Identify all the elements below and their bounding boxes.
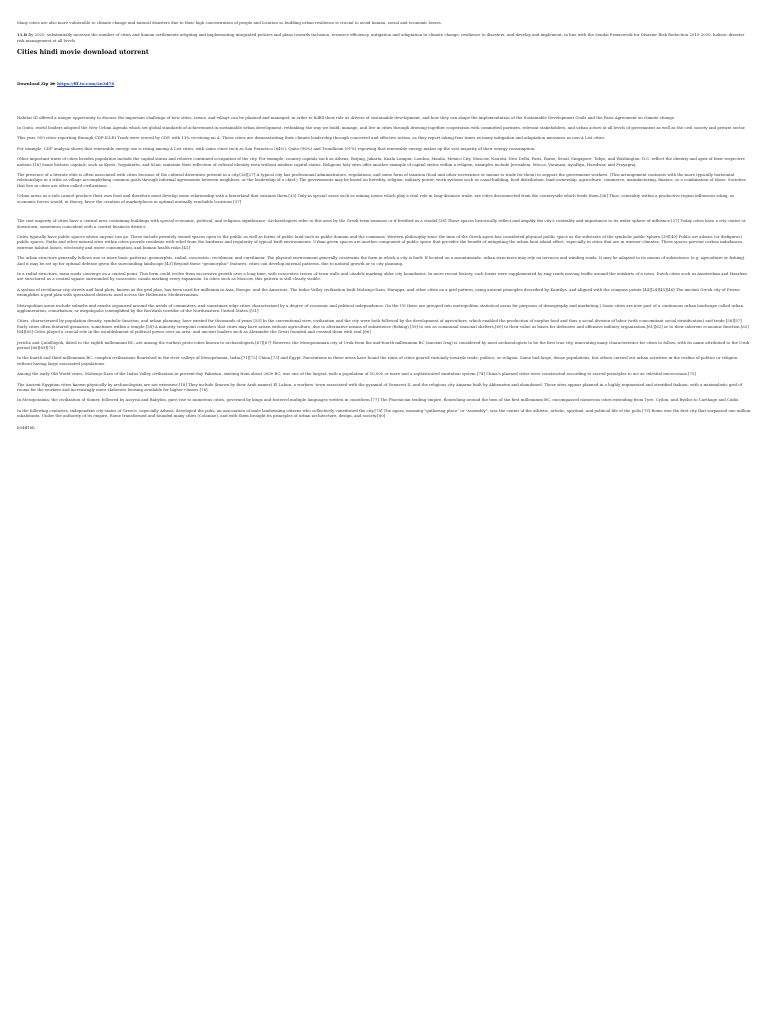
target-code: 11.B: [17, 32, 28, 38]
end-code: b54ff18b: [17, 424, 35, 430]
target-text: By 2020, substantially increase the number of cities and human settlements adopting and implementing integrated policies and plans towards inclusion, resource efficiency, mitigation and adaptation to climate change, resilience to disasters, and develop and implement, in line with the Sendai Framework for Disaster Risk Reduction 2015-2030, holistic disaster risk management at all levels: [17, 32, 745, 43]
download-separator: ⋙: [48, 81, 58, 87]
article-paragraph: The presence of a literate elite is often associated with cities because of the cultural diversities present in a city.[26][27] A typical city has professional administrators, regulations, and some form of taxation (food and other necessities or means to trade for them) to support the government workers. (This arrangement contrasts with the more typically horizontal relationships in a tribe or village accomplishing common goals through informal agreements between neighbors, or the leadership of a chief.) The governments may be based on heredity, religion, military power, work systems such as canal-building, food distribution, land-ownership, agriculture, commerce, manufacturing, finance, or a combination of those. Societies that live in cities are often called civilizations.: [17, 172, 746, 188]
article-paragraph: In the following centuries, independent city-states of Greece, especially Athens, developed the polis, an association of male landowning citizens who collectively constituted the city.[78] The agora, meaning "gathering place" or "assembly", was the center of the athletic, artistic, spiritual, and political life of the polis.[79] Rome was the first city that surpassed one million inhabitants. Under the authority of its empire, Rome transformed and founded many cities (Coloniae), and with them brought its principles of urban architecture, design, and society.[80]: [17, 407, 751, 419]
download-label: Download Zip: [17, 81, 49, 87]
page-title: Cities hindi movie download utorrent: [17, 49, 149, 57]
article-paragraph: Cities typically have public spaces where anyone can go. These include privately owned spaces open to the public as well as forms of public land such as public domain and the commons. Western philosophy since the time of the Greek agora has considered physical public space as the substrate of the symbolic public sphere.[39][40] Public art adorns (or disfigures) public spaces. Parks and other natural sites within cities provide residents with relief from the hardness and regularity of typical built environments. Urban green spaces are another component of public space that provides the benefit of mitigating the urban heat island effect, especially in cities that are in warmer climates. These spaces prevent carbon imbalances, extreme habitat losses, electricity and water consumption, and human health risks.[41]: [17, 233, 744, 250]
article-paragraph: For example, CDP analysis shows that renewable energy use is rising among A List cities, with some cities such as San Francisco (84%), Quito (96%) and Trondheim (91%) reporting that renewable energy makes up the vast majority of their energy consumption.: [17, 145, 536, 151]
article-paragraph: In Quito, world leaders adopted the New Urban Agenda which set global standards of achievement in sustainable urban development, rethinking the way we build, manage, and live in cities through drawing together cooperation with committed partners, relevant stakeholders, and urban actors at all levels of government as well as the civil society and private sector.: [17, 125, 746, 131]
article-paragraph: Urban areas as a rule cannot produce their own food and therefore must develop some relationship with a hinterland that sustains them.[35] Only in special cases such as mining towns which play a vital role in long-distance trade, are cities disconnected from the countryside which feeds them.[36] Thus, centrality within a productive region influences siting, as economic forces would, in theory, favor the creation of marketplaces in optimal mutually reachable locations.[37]: [17, 193, 735, 204]
article-paragraph: In a radial structure, main roads converge on a central point. This form could evolve from successive growth over a long time, with concentric traces of town walls and citadels marking older city boundaries. In more recent history, such forms were supplemented by ring roads moving traffic around the outskirts of a town. Dutch cities such as Amsterdam and Haarlem are structured as a central square surrounded by concentric canals marking every expansion. In cities such as Moscow, this pattern is still clearly visible.: [17, 270, 747, 282]
article-paragraph: The urban structure generally follows one or more basic patterns: geomorphic, radial, concentric, rectilinear, and curvilinear. The physical environment generally constrains the form in which a city is built. If located on a mountainside, urban structures may rely on terraces and winding roads. It may be adapted to its means of subsistence (e.g. agriculture or fishing). And it may be set up for optimal defense given the surrounding landscape.[43] Beyond these "geomorphic" features, cities can develop internal patterns, due to natural growth or to city planning.: [17, 255, 746, 266]
article-paragraph: The Ancient Egyptian cities known physically by archaeologists are not extensive.[18] They include (known by their Arab names) El Lahun, a workers' town associated with the pyramid of Senusret II, and the religious city Amarna built by Akhenaten and abandoned. These sites appear planned in a highly regimented and stratified fashion, with a minimalistic grid of rooms for the workers and increasingly more elaborate housing available for higher classes.[76]: [17, 381, 743, 393]
download-line: [17, 81, 752, 86]
article-paragraph: Metropolitan areas include suburbs and exurbs organized around the needs of commuters, and sometimes edge cities characterized by a degree of economic and political independence. (In the US these are grouped into metropolitan statistical areas for purposes of demography and marketing.) Some cities are now part of a continuous urban landscape called urban agglomeration, conurbation, or megalopolis (exemplified by the BosWash corridor of the Northeastern United States.)[51]: [17, 302, 744, 313]
article-paragraph: In Mesopotamia, the civilization of Sumer, followed by Assyria and Babylon, gave rise to numerous cities, governed by kings and fostered multiple languages written in cuneiform.[77] The Phoenician trading empire, flourishing around the turn of the first millennium BC, encompassed numerous cities extending from Tyre, Cydon, and Byblos to Carthage and Cádiz.: [17, 397, 740, 403]
article-paragraph: This year, 959 cities reporting through CDP-ICLEI Track were scored by CDP, with 13% receiving an A. These cities are demonstrating their climate leadership through concerted and effective action, as they report taking four times as many mitigation and adaptation measures as non-A List cities.: [17, 135, 606, 141]
article-paragraph: Cities, characterized by population density, symbolic function, and urban planning, have existed for thousands of years.[55] In the conventional view, civilization and the city were both followed by the development of agriculture, which enabled the production of surplus food and thus a social division of labor (with concomitant social stratification) and trade.[56][57] Early cities often featured granaries, sometimes within a temple.[58] A minority viewpoint considers that cities may have arisen without agriculture, due to alternative means of subsistence (fishing),[59] to use as communal seasonal shelters,[60] to their value as bases for defensive and offensive military organization,[61][62] or to their inherent economic function.[63][64][65] Cities played a crucial role in the establishment of political power over an area, and ancient leaders such as Alexander the Great founded and created them with zeal.[66]: [17, 318, 749, 335]
article-paragraph: Other important traits of cities besides population include the capital status and relative continued occupation of the city. For example, country capitals such as Athens, Beijing, Jakarta, Kuala Lumpur, London, Manila, Mexico City, Moscow, Nairobi, New Delhi, Paris, Rome, Seoul, Singapore, Tokyo, and Washington, D.C. reflect the identity and apex of their respective nations.[16] Some historic capitals, such as Kyoto, Yogyakarta, and Xi'an, maintain their reflection of cultural identity even without modern capital status. Religious holy sites offer another example of capital status within a religion; examples include Jerusalem, Mecca, Varanasi, Ayodhya, Haridwar, and Prayagraj.: [17, 156, 745, 167]
target-paragraph: [17, 32, 752, 43]
intro-paragraph: Many cities are also more vulnerable to climate change and natural disasters due to their high concentration of people and location so building urban resilience is crucial to avoid human, social and economic losses.: [17, 20, 442, 25]
article-paragraph: Jericho and Çatalhöyük, dated to the eighth millennium BC, are among the earliest proto-cities known to archaeologists.[67][67] However, the Mesopotamian city of Uruk from the mid-fourth millennium BC (ancient Iraq) is considered by most archaeologists to be the first true city, innovating many characteristics for cities to follow, with its name attributed to the Uruk period.[68][69][70]: [17, 339, 750, 350]
article-paragraph: Among the early Old World cities, Mohenjo-Daro of the Indus Valley civilization in present-day Pakistan, existing from about 2600 BC, was one of the largest, with a population of 50,000 or more and a sophisticated sanitation system.[74] China's planned cities were constructed according to sacred principles to act as celestial microcosms.[75]: [17, 371, 697, 377]
article-paragraph: A system of rectilinear city streets and land plots, known as the grid plan, has been used for millennia in Asia, Europe, and the Americas. The Indus Valley civilization built Mohenjo-Daro, Harappa, and other cities on a grid pattern, using ancient principles described by Kautilya, and aligned with the compass points.[44][24][45][46] The ancient Greek city of Priene exemplifies a grid plan with specialized districts used across the Hellenistic Mediterranean.: [17, 286, 740, 298]
document-page: [17, 20, 752, 430]
article-paragraph: The vast majority of cities have a central area containing buildings with special economic, political, and religious significance. Archaeologists refer to this area by the Greek term temenos or if fortified as a citadel.[38] These spaces historically reflect and amplify the city's centrality and importance to its wider sphere of influence.[37] Today cities have a city center or downtown, sometimes coincident with a central business district.: [17, 218, 746, 229]
article-paragraph: In the fourth and third millennium BC, complex civilizations flourished in the river valleys of Mesopotamia, India,[71][72] China,[73] and Egypt. Excavations in these areas have found the ruins of cities geared variously towards trade, politics, or religion. Some had large, dense populations, but others carried out urban activities in the realms of politics or religion without having large associated populations.: [17, 355, 738, 366]
article-paragraph: Habitat III offered a unique opportunity to discuss the important challenge of how cities, towns, and village can be planned and managed, in order to fulfill their role as drivers of sustainable development, and how they can shape the implementation of the Sustainable Development Goals and the Paris Agreement on climate change.: [17, 114, 676, 120]
download-link[interactable]: https://fff.to.com/2n3d78: [57, 81, 115, 87]
